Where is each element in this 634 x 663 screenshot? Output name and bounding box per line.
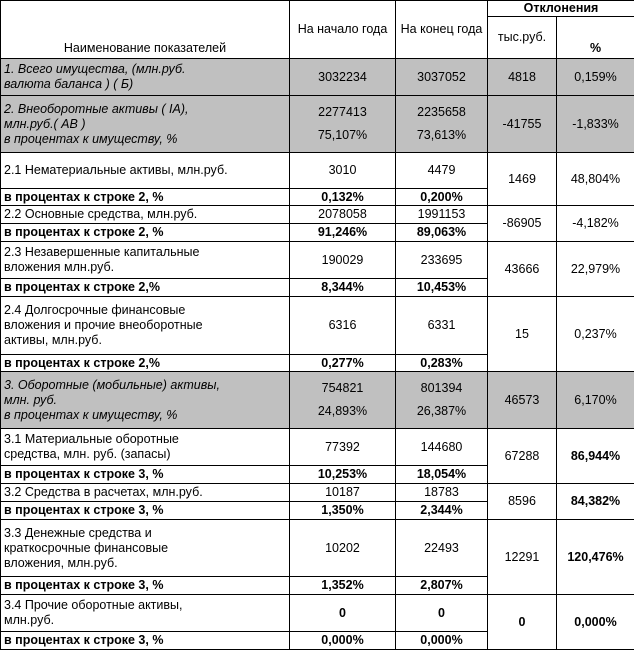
- percent-end: 2,807%: [396, 577, 488, 595]
- row-label: 2.4 Долгосрочные финансовые вложения и прочие внеоборотные активы, млн.руб.: [1, 297, 290, 355]
- row-label-percent: в процентах к строке 2, %: [1, 189, 290, 206]
- row-label: 1. Всего имущества, (млн.руб. валюта баланса ) ( Б): [1, 59, 290, 96]
- row-label: 3.2 Средства в расчетах, млн.руб.: [1, 484, 290, 502]
- deviation-pct: 48,804%: [557, 153, 634, 206]
- table-row: [1, 429, 634, 466]
- deviation-abs: 1469: [488, 153, 557, 206]
- value-start: 0: [290, 595, 396, 632]
- table-row: [1, 242, 634, 279]
- percent-start: 0,132%: [290, 189, 396, 206]
- value-end: 0: [396, 595, 488, 632]
- value-start: 754821 24,893%: [290, 372, 396, 429]
- value-end: 6331: [396, 297, 488, 355]
- deviation-pct: 0,237%: [557, 297, 634, 372]
- deviation-abs: 0: [488, 595, 557, 650]
- value-start: 10187: [290, 484, 396, 502]
- value-end: 18783: [396, 484, 488, 502]
- deviation-pct: 84,382%: [557, 484, 634, 520]
- percent-start: 0,000%: [290, 632, 396, 650]
- value-end: 22493: [396, 520, 488, 577]
- row-label-percent: в процентах к строке 2,%: [1, 355, 290, 372]
- percent-end: 10,453%: [396, 279, 488, 297]
- percent-end: 89,063%: [396, 224, 488, 242]
- percent-start: 10,253%: [290, 466, 396, 484]
- percent-end: 18,054%: [396, 466, 488, 484]
- row-label: 3.3 Денежные средства и краткосрочные финансовые вложения, млн.руб.: [1, 520, 290, 577]
- value-end: 801394 26,387%: [396, 372, 488, 429]
- col-header-dev-pct: %: [557, 17, 634, 59]
- row-label: 2. Внеоборотные активы ( IA), млн.руб.( AB ) в процентах к имуществу, %: [1, 96, 290, 153]
- deviation-abs: 67288: [488, 429, 557, 484]
- col-header-end: На конец года: [396, 1, 488, 59]
- deviation-abs: 15: [488, 297, 557, 372]
- deviation-pct: 22,979%: [557, 242, 634, 297]
- value-start: 77392: [290, 429, 396, 466]
- deviation-pct: 86,944%: [557, 429, 634, 484]
- deviation-pct: -4,182%: [557, 206, 634, 242]
- row-label: 2.2 Основные средства, млн.руб.: [1, 206, 290, 224]
- deviation-abs: -86905: [488, 206, 557, 242]
- value-end: 1991153: [396, 206, 488, 224]
- table-row: [1, 372, 634, 429]
- deviation-abs: 46573: [488, 372, 557, 429]
- value-start: 3010: [290, 153, 396, 189]
- header-row: [1, 1, 634, 17]
- percent-end: 2,344%: [396, 502, 488, 520]
- value-end: 233695: [396, 242, 488, 279]
- value-start: 190029: [290, 242, 396, 279]
- value-start: 6316: [290, 297, 396, 355]
- row-label: 3.4 Прочие оборотные активы, млн.руб.: [1, 595, 290, 632]
- row-label-percent: в процентах к строке 3, %: [1, 632, 290, 650]
- value-start: 3032234: [290, 59, 396, 96]
- deviation-pct: 0,000%: [557, 595, 634, 650]
- row-label: 2.1 Нематериальные активы, млн.руб.: [1, 153, 290, 189]
- row-label-percent: в процентах к строке 2, %: [1, 224, 290, 242]
- value-end: 2235658 73,613%: [396, 96, 488, 153]
- value-end: 3037052: [396, 59, 488, 96]
- row-label-percent: в процентах к строке 2,%: [1, 279, 290, 297]
- table-row: [1, 96, 634, 153]
- table-row: [1, 153, 634, 189]
- deviation-abs: 8596: [488, 484, 557, 520]
- table-row: [1, 595, 634, 632]
- percent-start: 0,277%: [290, 355, 396, 372]
- col-header-dev-abs: тыс.руб.: [488, 17, 557, 59]
- deviation-abs: 4818: [488, 59, 557, 96]
- deviation-abs: 43666: [488, 242, 557, 297]
- value-start: 2078058: [290, 206, 396, 224]
- value-start: 2277413 75,107%: [290, 96, 396, 153]
- table-row: [1, 484, 634, 502]
- percent-start: 1,350%: [290, 502, 396, 520]
- value-end: 4479: [396, 153, 488, 189]
- deviation-abs: 12291: [488, 520, 557, 595]
- row-label-percent: в процентах к строке 3, %: [1, 577, 290, 595]
- table-row: [1, 297, 634, 355]
- percent-end: 0,200%: [396, 189, 488, 206]
- percent-start: 1,352%: [290, 577, 396, 595]
- deviation-pct: 0,159%: [557, 59, 634, 96]
- table-row: [1, 206, 634, 224]
- table-row: [1, 520, 634, 577]
- table-row: [1, 59, 634, 96]
- row-label-percent: в процентах к строке 3, %: [1, 502, 290, 520]
- percent-end: 0,283%: [396, 355, 488, 372]
- row-label: 3.1 Материальные оборотные средства, млн. руб. (запасы): [1, 429, 290, 466]
- col-header-deviation: Отклонения: [488, 1, 634, 17]
- percent-start: 8,344%: [290, 279, 396, 297]
- value-start: 10202: [290, 520, 396, 577]
- value-end: 144680: [396, 429, 488, 466]
- percent-end: 0,000%: [396, 632, 488, 650]
- row-label-percent: в процентах к строке 3, %: [1, 466, 290, 484]
- row-label: 2.3 Незавершенные капитальные вложения млн.руб.: [1, 242, 290, 279]
- deviation-pct: 6,170%: [557, 372, 634, 429]
- row-label: 3. Оборотные (мобильные) активы, млн. руб. в процентах к имуществу, %: [1, 372, 290, 429]
- deviation-pct: 120,476%: [557, 520, 634, 595]
- col-header-name: Наименование показателей: [1, 1, 290, 59]
- col-header-start: На начало года: [290, 1, 396, 59]
- deviation-pct: -1,833%: [557, 96, 634, 153]
- deviation-abs: -41755: [488, 96, 557, 153]
- percent-start: 91,246%: [290, 224, 396, 242]
